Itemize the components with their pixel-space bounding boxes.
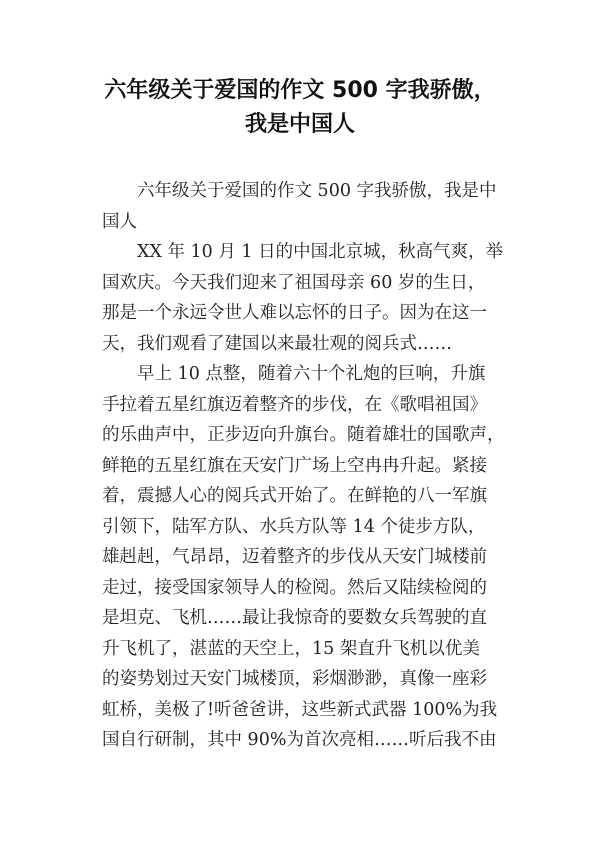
paragraph-line: 的姿势划过天安门城楼顶，彩烟渺渺，真像一座彩 — [102, 669, 487, 689]
paragraph-line: 那是一个永远令世人难以忘怀的日子。因为在这一 — [102, 303, 487, 323]
paragraph-line: 雄赳赳，气昂昂，迈着整齐的步伐从天安门城楼前 — [102, 547, 487, 567]
paragraph-line: 着，震撼人心的阅兵式开始了。在鲜艳的八一军旗 — [102, 486, 487, 506]
paragraph-line: 国自行研制，其中 90%为首次亮相……听后我不由 — [102, 730, 497, 750]
paragraph-line: 引领下，陆军方队、水兵方队等 14 个徒步方队， — [102, 516, 486, 537]
title-line-2: 我是中国人 — [244, 112, 355, 137]
paragraph-1 — [102, 176, 502, 237]
paragraph-line: 虹桥，美极了!听爸爸讲，这些新式武器 100%为我 — [102, 699, 498, 720]
paragraph-2 — [102, 237, 502, 359]
title-line-1: 六年级关于爱国的作文 500 字我骄傲， — [104, 78, 496, 103]
paragraph-line: 六年级关于爱国的作文 500 字我骄傲，我是中 — [137, 181, 497, 201]
document-body — [102, 176, 505, 756]
paragraph-line: 是坦克、飞机……最让我惊奇的要数女兵驾驶的直 — [102, 608, 487, 628]
paragraph-line: 天，我们观看了建国以来最壮观的阅兵式…… — [102, 333, 452, 354]
paragraph-line: 早上 10 点整，随着六十个礼炮的巨响，升旗 — [137, 364, 486, 384]
paragraph-line: 的乐曲声中，正步迈向升旗台。随着雄壮的国歌声， — [102, 425, 505, 445]
paragraph-line: XX 年 10 月 1 日的中国北京城，秋高气爽，举 — [137, 242, 504, 262]
paragraph-line: 升飞机了，湛蓝的天空上，15 架直升飞机以优美 — [102, 638, 480, 659]
paragraph-line: 国人 — [102, 211, 137, 232]
document-title — [0, 74, 600, 142]
paragraph-line: 走过，接受国家领导人的检阅。然后又陆续检阅的 — [102, 577, 487, 598]
paragraph-3 — [102, 359, 505, 756]
paragraph-line: 手拉着五星红旗迈着整齐的步伐，在《歌唱祖国》 — [102, 394, 487, 415]
paragraph-line: 国欢庆。今天我们迎来了祖国母亲 60 岁的生日， — [102, 272, 486, 293]
paragraph-line: 鲜艳的五星红旗在天安门广场上空冉冉升起。紧接 — [102, 455, 487, 476]
